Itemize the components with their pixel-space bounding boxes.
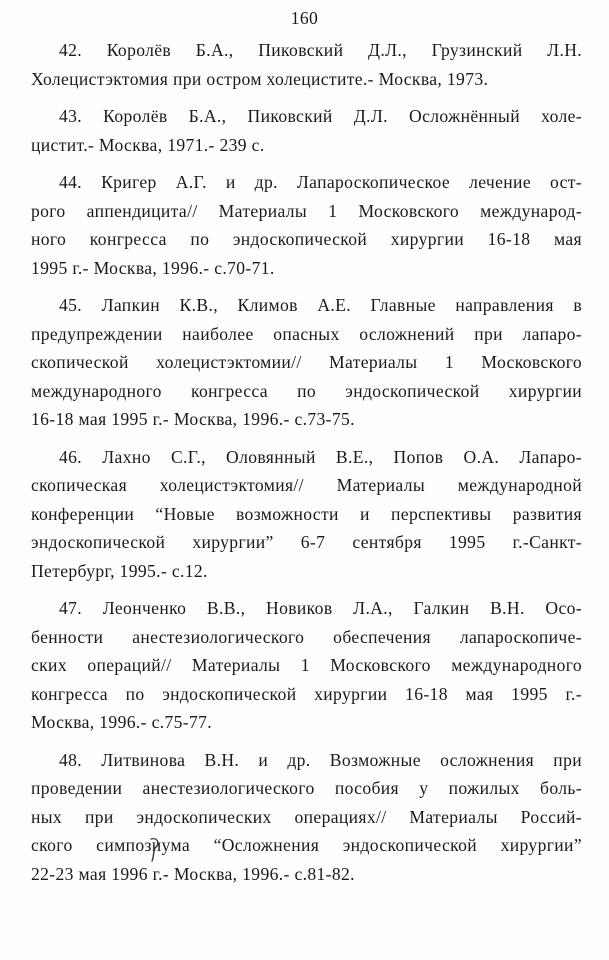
reference-line: 1995 г.- Москва, 1996.- с.70-71. bbox=[31, 257, 275, 278]
reference-line: 22-23 мая 1996 г.- Москва, 1996.- с.81-82. bbox=[31, 863, 355, 884]
reference-entry bbox=[31, 443, 582, 586]
reference-line: цистит.- Москва, 1971.- 239 с. bbox=[31, 134, 265, 155]
reference-line: эндоскопической хирургии” 6-7 сентября 1995 г.-Санкт- bbox=[31, 532, 582, 552]
reference-entry bbox=[31, 102, 582, 159]
reference-entry bbox=[31, 168, 582, 282]
reference-line: 16-18 мая 1995 г.- Москва, 1996.- с.73-75. bbox=[31, 409, 355, 429]
reference-entry bbox=[31, 36, 582, 93]
reference-line: Москва, 1996.- с.75-77. bbox=[31, 712, 213, 732]
reference-line: Петербург, 1995.- с.12. bbox=[31, 560, 208, 581]
reference-line: международного конгресса по эндоскопической хирургии bbox=[31, 380, 582, 401]
reference-line: 44. Кригер А.Г. и др. Лапароскопическое лечение ост- bbox=[59, 172, 582, 192]
reference-line: проведении анестезиологического пособия у пожилых боль- bbox=[31, 778, 582, 798]
reference-line: 48. Литвинова В.Н. и др. Возможные осложнения при bbox=[59, 749, 582, 770]
reference-line: конгресса по эндоскопической хирургии 16-18 мая 1995 г.- bbox=[31, 683, 582, 704]
reference-line: 46. Лахно С.Г., Оловянный В.Е., Попов О.А. Лапаро- bbox=[59, 446, 582, 467]
reference-line: ного конгресса по эндоскопической хирургии 16-18 мая bbox=[31, 229, 582, 249]
reference-line: Холецистэктомия при остром холецистите.- Москва, 1973. bbox=[31, 68, 489, 89]
reference-line: скопической холецистэктомии// Материалы 1 Московского bbox=[31, 352, 582, 372]
page-number: 160 bbox=[290, 8, 319, 28]
reference-line: предупреждении наиболее опасных осложнений при лапаро- bbox=[31, 323, 582, 344]
reference-line: ских операций// Материалы 1 Московского международного bbox=[31, 655, 582, 675]
reference-line: конференции “Новые возможности и перспективы развития bbox=[31, 503, 582, 524]
reference-line: ского симпозиума “Осложнения эндоскопической хирургии” bbox=[31, 835, 582, 855]
reference-entry bbox=[31, 594, 582, 737]
reference-line: 45. Лапкин К.В., Климов А.Е. Главные направления в bbox=[59, 295, 582, 315]
reference-line: 42. Королёв Б.А., Пиковский Д.Л., Грузинский Л.Н. bbox=[59, 40, 582, 60]
reference-line: 47. Леонченко В.В., Новиков Л.А., Галкин В.Н. Осо- bbox=[59, 598, 582, 618]
reference-line: скопическая холецистэктомия// Материалы международной bbox=[31, 475, 582, 495]
reference-line: бенности анестезиологического обеспечения лапароскопиче- bbox=[31, 626, 582, 647]
reference-entry bbox=[31, 291, 582, 434]
reference-line: ных при эндоскопических операциях// Материалы Россий- bbox=[31, 806, 582, 827]
reference-line: 43. Королёв Б.А., Пиковский Д.Л. Осложнённый холе- bbox=[59, 106, 582, 126]
reference-entry bbox=[31, 746, 582, 889]
reference-line: рого аппендицита// Материалы 1 Московского международ- bbox=[31, 200, 582, 221]
reference-list bbox=[31, 36, 582, 897]
